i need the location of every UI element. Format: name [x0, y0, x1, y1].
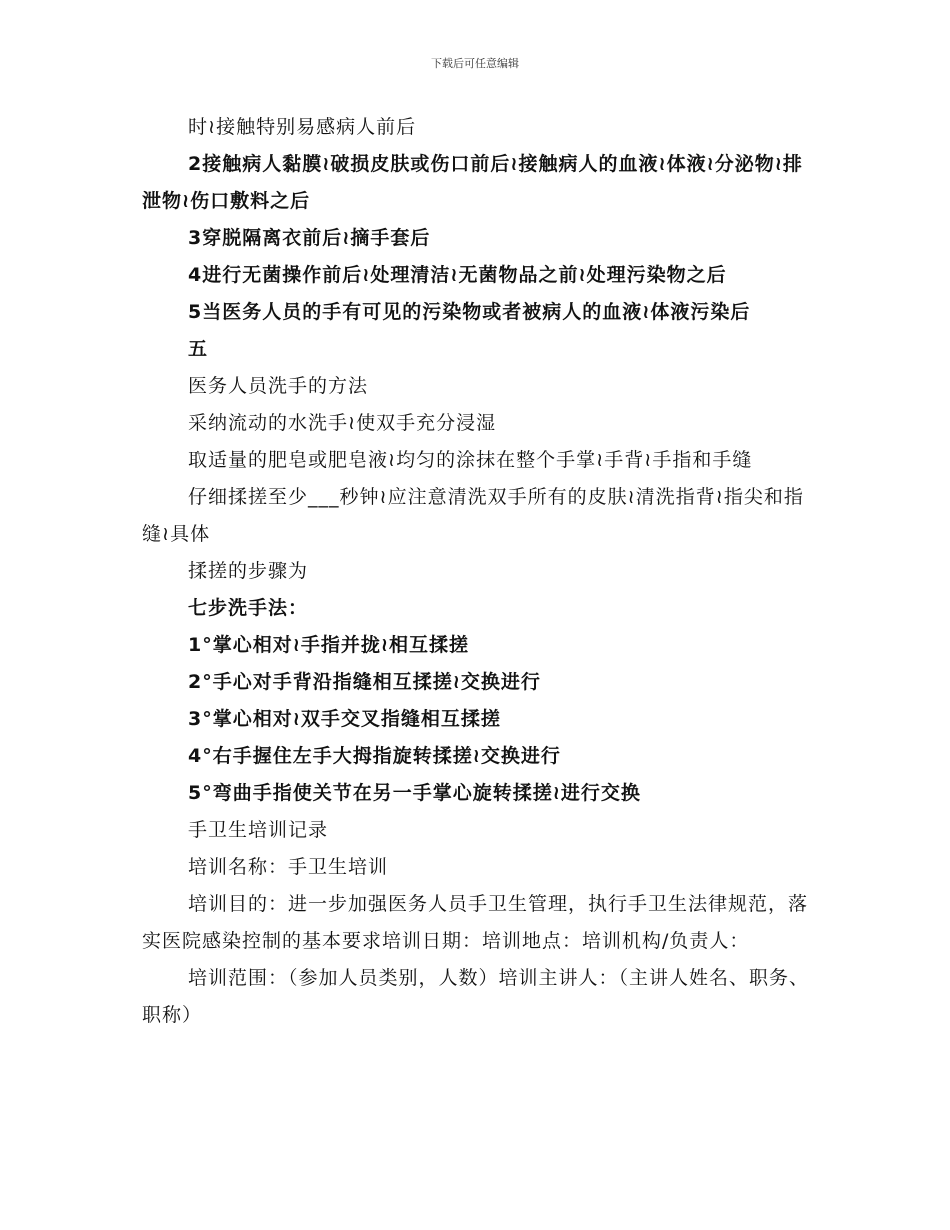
paragraph: 时≀接触特别易感病人前后 — [188, 116, 417, 138]
paragraph: 2接触病人黏膜≀破损皮肤或伤口前后≀接触病人的血液≀体液≀分泌物≀排泄物≀伤口敷料之后 — [142, 153, 803, 212]
step-item: 5°弯曲手指使关节在另一手掌心旋转揉搓≀进行交换 — [188, 782, 641, 804]
paragraph: 取适量的肥皂或肥皂液≀均匀的涂抹在整个手掌≀手背≀手指和手缝 — [188, 449, 753, 471]
section-heading: 手卫生培训记录 — [188, 819, 329, 841]
section-number: 五 — [188, 338, 209, 360]
paragraph: 揉搓的步骤为 — [188, 560, 309, 582]
paragraph: 培训名称：手卫生培训 — [188, 856, 389, 878]
method-heading: 七步洗手法： — [188, 597, 309, 619]
paragraph: 3穿脱隔离衣前后≀摘手套后 — [188, 227, 431, 249]
document-body — [142, 109, 822, 1034]
step-item: 2°手心对手背沿指缝相互揉搓≀交换进行 — [188, 671, 541, 693]
paragraph: 采纳流动的水洗手≀使双手充分浸湿 — [188, 412, 497, 434]
step-item: 1°掌心相对≀手指并拢≀相互揉搓 — [188, 634, 469, 656]
step-item: 3°掌心相对≀双手交叉指缝相互揉搓 — [188, 708, 501, 730]
paragraph: 5当医务人员的手有可见的污染物或者被病人的血液≀体液污染后 — [188, 301, 751, 323]
paragraph: 4进行无菌操作前后≀处理清洁≀无菌物品之前≀处理污染物之后 — [188, 264, 727, 286]
paragraph: 培训范围：（参加人员类别，人数）培训主讲人：（主讲人姓名、职务、职称） — [142, 967, 810, 1026]
paragraph: 仔细揉搓至少___秒钟≀应注意清洗双手所有的皮肤≀清洗指背≀指尖和指缝≀具体 — [142, 486, 804, 545]
paragraph: 培训目的：进一步加强医务人员手卫生管理，执行手卫生法律规范，落实医院感染控制的基本要求培训日期：培训地点：培训机构/负责人： — [142, 893, 809, 952]
step-item: 4°右手握住左手大拇指旋转揉搓≀交换进行 — [188, 745, 561, 767]
page-header: 下载后可任意编辑 — [431, 57, 519, 70]
section-heading: 医务人员洗手的方法 — [188, 375, 369, 397]
